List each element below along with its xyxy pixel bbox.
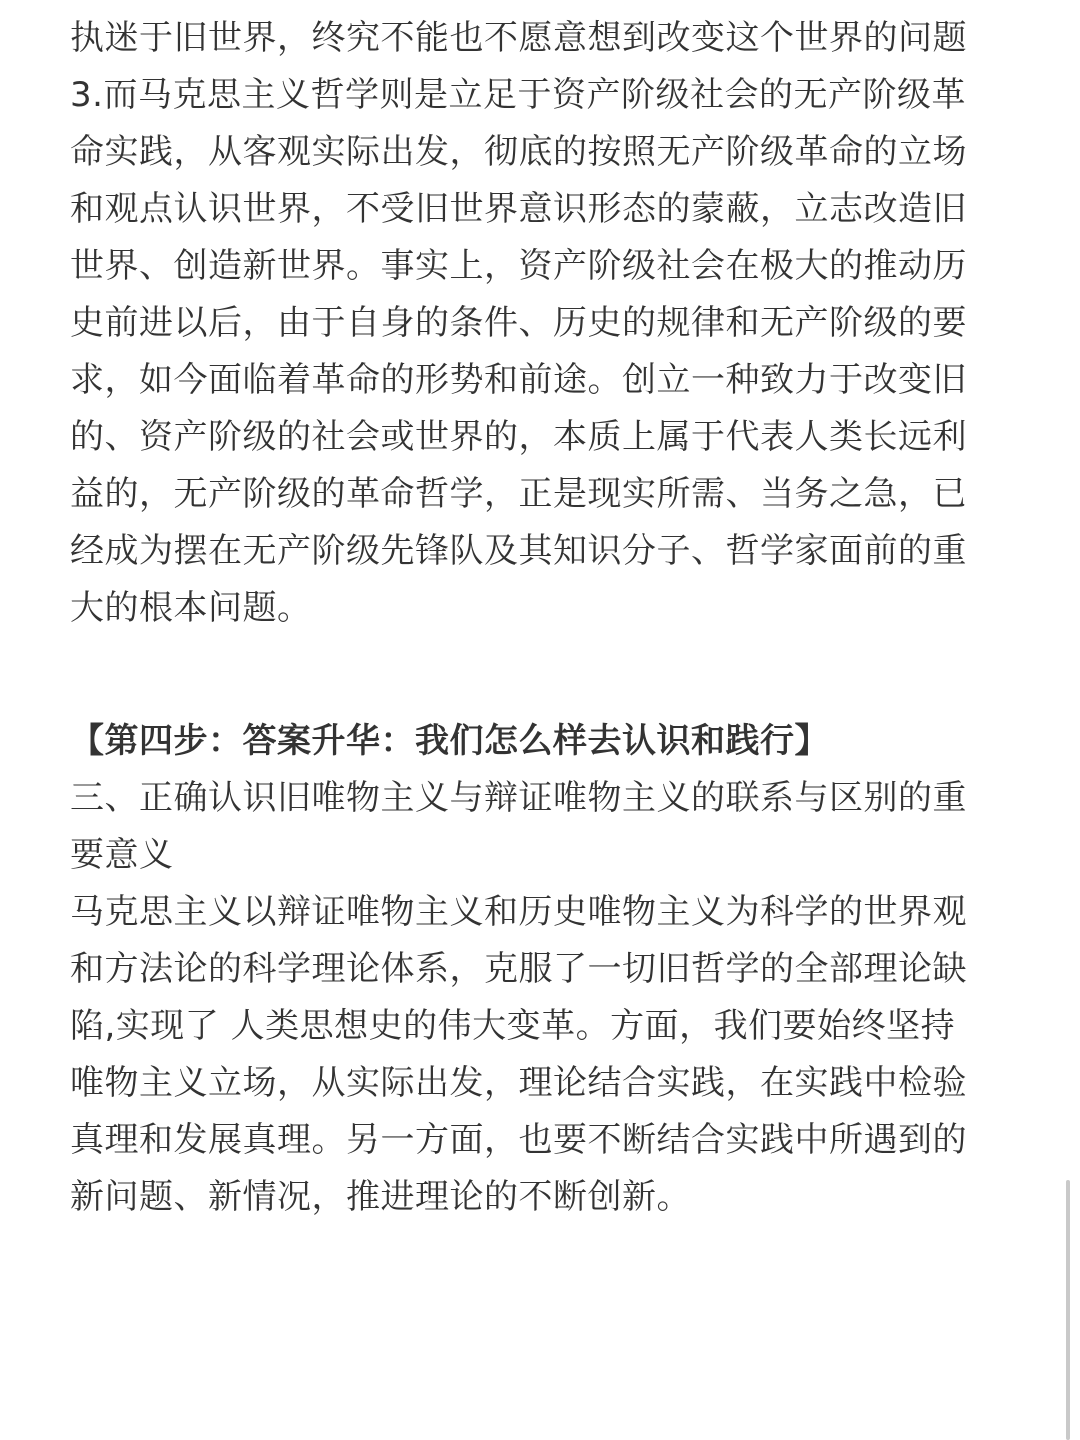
text-line: 马克思主义以辩证唯物主义和历史唯物主义为科学的世界观	[70, 892, 967, 932]
text-line: 大的根本问题。	[70, 588, 312, 628]
article-body	[70, 10, 1005, 1226]
text-line: 史前进以后，由于自身的条件、历史的规律和无产阶级的要	[70, 303, 967, 343]
text-line: 执迷于旧世界，终究不能也不愿意想到改变这个世界的问题	[70, 18, 967, 58]
text-line: 命实践，从客观实际出发，彻底的按照无产阶级革命的立场	[70, 132, 967, 172]
text-line: 三、正确认识旧唯物主义与辩证唯物主义的联系与区别的重	[70, 778, 967, 818]
text-line: 的、资产阶级的社会或世界的，本质上属于代表人类长远利	[70, 417, 967, 457]
text-line: 和方法论的科学理论体系，克服了一切旧哲学的全部理论缺	[70, 949, 967, 989]
paragraph-materialism-comparison	[70, 10, 1005, 637]
text-line: 陷,实现了 人类思想史的伟大变革。方面，我们要始终坚持	[70, 1006, 956, 1046]
text-line: 3.而马克思主义哲学则是立足于资产阶级社会的无产阶级革	[70, 75, 966, 115]
text-line: 要意义	[70, 835, 174, 875]
section-heading: 【第四步：答案升华：我们怎么样去认识和践行】	[70, 721, 829, 761]
text-line: 经成为摆在无产阶级先锋队及其知识分子、哲学家面前的重	[70, 531, 967, 571]
text-line: 新问题、新情况，推进理论的不断创新。	[70, 1177, 691, 1217]
text-line: 唯物主义立场，从实际出发，理论结合实践，在实践中检验	[70, 1063, 967, 1103]
text-line: 世界、创造新世界。事实上，资产阶级社会在极大的推动历	[70, 246, 967, 286]
scrollbar-thumb[interactable]	[1066, 1180, 1070, 1440]
text-line: 真理和发展真理。另一方面，也要不断结合实践中所遇到的	[70, 1120, 967, 1160]
text-line: 益的，无产阶级的革命哲学，正是现实所需、当务之急，已	[70, 474, 967, 514]
paragraph-spacer	[70, 637, 1005, 713]
section-step-four	[70, 713, 1005, 1226]
text-line: 和观点认识世界，不受旧世界意识形态的蒙蔽，立志改造旧	[70, 189, 967, 229]
text-line: 求，如今面临着革命的形势和前途。创立一种致力于改变旧	[70, 360, 967, 400]
